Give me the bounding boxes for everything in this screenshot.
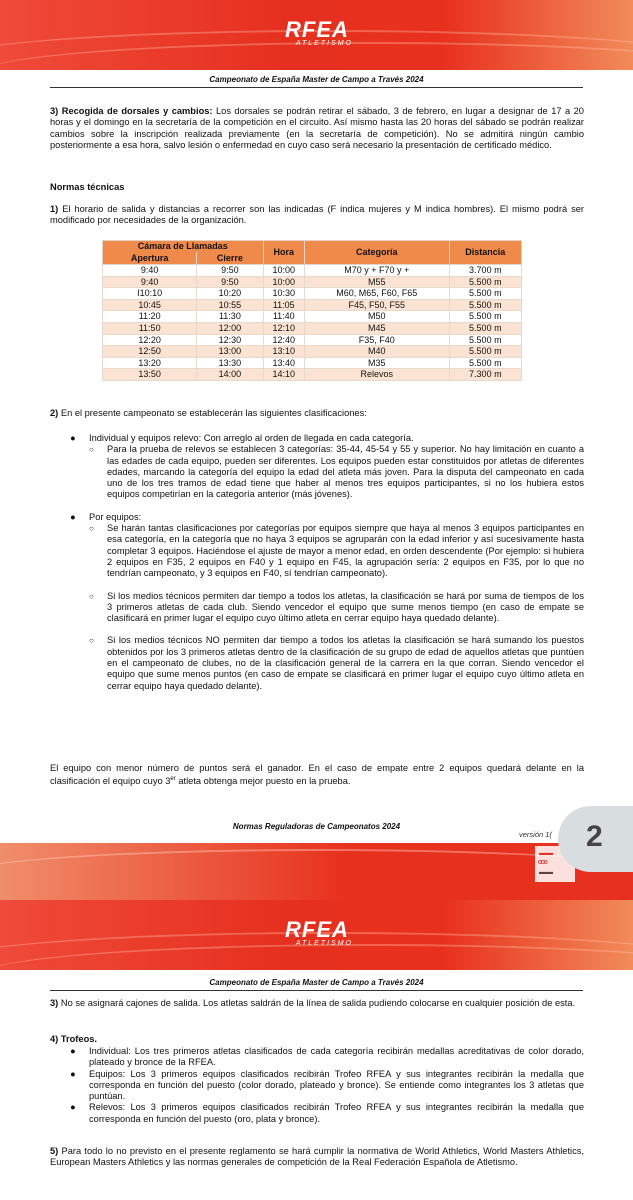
cell-apertura: I10:10 <box>103 288 197 300</box>
section-5-normativa <box>50 1146 584 1169</box>
list-item-trofeo-equipos <box>50 1069 584 1103</box>
norma-2 <box>50 408 584 419</box>
cell-distancia: 5.500 m <box>449 311 521 323</box>
bullet-icon: ● <box>70 511 76 522</box>
cell-cierre: 10:20 <box>197 288 263 300</box>
table-row <box>103 334 522 346</box>
section-3-text: Los dorsales se podrán retirar el sábado, 3 de febrero, en lugar a designar de 17 a 20 horas y el domingo en la secretaría de la competición en el circuito. Así mismo hasta las 20 horas del sábado se podrán realizar cambios sobre la inscripción realizada previamente (en la secretaría de competición). No se admitirá ningún cambio posteriormente a esa hora, salvo lesión o enfermedad en cuyo caso será necesario la presentación de certificado médico. <box>50 106 584 151</box>
header-apertura: Apertura <box>103 252 197 265</box>
olympic-rings-icon: ooo <box>538 859 547 866</box>
logo-subtext: ATLETISMO <box>295 40 353 47</box>
table-row <box>103 299 522 311</box>
list-item-trofeo-relevos <box>50 1102 584 1125</box>
norma-1-text: El horario de salida y distancias a recorrer son las indicadas (F indica mujeres y M indica hombres). El mismo podrá ser modificado por necesidades de la organización. <box>50 204 584 226</box>
closing-paragraph <box>50 763 584 788</box>
sublist-item-equipos-categorias <box>50 523 584 579</box>
norma-2-label: 2) <box>50 408 59 418</box>
bullet-icon: ● <box>70 1046 76 1056</box>
section-3-label: 3) Recogida de dorsales y cambios: <box>50 106 213 116</box>
sublist-item-equipos-tiempos <box>50 591 584 625</box>
closing-text-b: atleta obtenga mejor puesto en la prueba. <box>175 776 351 787</box>
logo-subtext: ATLETISMO <box>295 940 353 947</box>
list-item-text: Equipos: Los 3 primeros equipos clasificados recibirán Trofeo RFEA y sus integrantes recibirán la medalla que corresponda en función del puesto (color dorado, plateado y bronce). Se entiende como integrantes los 3 atletas que puntúan. <box>89 1068 584 1102</box>
table-row <box>103 322 522 334</box>
header-camara-llamadas: Cámara de Llamadas <box>103 241 264 253</box>
cell-hora: 10:00 <box>263 276 304 288</box>
header-categoria: Categoría <box>304 241 449 265</box>
circle-bullet-icon: ○ <box>89 445 94 455</box>
norma-1 <box>50 204 584 227</box>
cell-hora: 12:10 <box>263 322 304 334</box>
circle-bullet-icon: ○ <box>89 636 94 646</box>
cell-cierre: 11:30 <box>197 311 263 323</box>
bullet-icon: ● <box>70 433 76 443</box>
cell-cierre: 13:00 <box>197 346 263 358</box>
sublist-item-text: Se harán tantas clasificaciones por categorías por equipos siempre que haya al menos 3 equipos participantes en esa categoría, en la categoría que no haya 3 equipos se agruparán con la edad inferior y así sucesivamente hasta completar 3 equipos. Haciéndose el ajuste de mayor a menor edad, en orden descendente (Por ejemplo: si hubiera 2 equipos en F35, 2 equipos en F40 y 1 equipo en F45, la agrupación sería: 2 equipos en F35, por lo que no tendrían campeonato, y 3 equipos en F40, sí tendrían campeonato). <box>107 523 584 579</box>
cell-cierre: 9:50 <box>197 276 263 288</box>
list-item-individual <box>50 433 584 444</box>
header-banner <box>0 900 633 970</box>
cell-cierre: 10:55 <box>197 299 263 311</box>
trofeos-heading: 4) Trofeos. <box>50 1034 98 1044</box>
header-cierre: Cierre <box>197 252 263 265</box>
cell-distancia: 5.500 m <box>449 276 521 288</box>
closing-text-a: El equipo con menor número de puntos será el ganador. En el caso de empate entre 2 equipos quedará delante en la clasificación el equipo cuyo 3 <box>50 763 584 787</box>
cell-apertura: 11:50 <box>103 322 197 334</box>
cell-distancia: 5.500 m <box>449 334 521 346</box>
cell-apertura: 9:40 <box>103 265 197 277</box>
list-item-equipos <box>50 512 584 523</box>
table-row <box>103 276 522 288</box>
list-item-text: Individual y equipos relevo: Con arreglo al orden de llegada en cada categoría. <box>89 433 414 443</box>
header-divider <box>50 990 583 991</box>
cell-cierre: 12:30 <box>197 334 263 346</box>
sublist-item-text: Si los medios técnicos NO permiten dar tiempo a todos los atletas la clasificación se hará sumando los puestos obtenidos por los 3 primeros atletas dentro de la clasificación de su grupo de edad de aquellos atletas que puntúen en el campeonato de clubes, no de la clasificación general de la carrera en la que corran. Siendo vencedor el equipo que sume menos puntos (en caso de empate se clasificará en primer lugar el equipo cuyo último atleta en cerrar equipo haya quedado delante). <box>107 635 584 691</box>
normas-heading: Normas técnicas <box>50 182 125 192</box>
rfea-logo <box>271 17 363 50</box>
cell-hora: 13:40 <box>263 357 304 369</box>
table-row <box>103 346 522 358</box>
header-divider <box>50 87 583 88</box>
circle-bullet-icon: ○ <box>89 524 94 534</box>
cell-apertura: 13:50 <box>103 369 197 381</box>
section-3-cajones <box>50 998 584 1009</box>
sublist-item-text: Para la prueba de relevos se establecen 3 categorías: 35-44, 45-54 y 55 y superior. No hay limitación en cuanto a las edades de cada equipo, pueden ser diferentes. Los equipos pueden estar constituidos por atletas de diferentes edades, marcando la categoría del equipo la edad del atleta más joven. Para la disputa del campeonato en cada uno de los tres tramos de edad tiene que haber al menos tres equipos participantes, si no los hubiera estos equipos competirían en la categoría anterior (más jóvenes). <box>107 444 584 500</box>
section-3-label: 3) <box>50 998 59 1008</box>
section-3-dorsales <box>50 106 584 152</box>
cell-distancia: 7.300 m <box>449 369 521 381</box>
page-footer-title: Normas Reguladoras de Campeonatos 2024 <box>232 822 401 831</box>
sublist-item-relevos <box>50 444 584 500</box>
cell-apertura: 12:50 <box>103 346 197 358</box>
sublist-item-equipos-puestos <box>50 635 584 691</box>
cell-categoria: F35, F40 <box>304 334 449 346</box>
cell-categoria: M60, M65, F60, F65 <box>304 288 449 300</box>
cell-categoria: M45 <box>304 322 449 334</box>
trofeos-list <box>50 1046 584 1125</box>
closing-superscript: er <box>170 776 176 783</box>
cell-categoria: M40 <box>304 346 449 358</box>
cell-categoria: F45, F50, F55 <box>304 299 449 311</box>
cell-apertura: 10:45 <box>103 299 197 311</box>
norma-1-label: 1) <box>50 204 59 214</box>
rfea-logo <box>271 917 363 950</box>
logo-text: RFEA <box>285 17 349 42</box>
document-page-2 <box>0 900 633 1200</box>
cell-distancia: 5.500 m <box>449 357 521 369</box>
sponsor-mark-icon: ▬▬ <box>539 869 553 876</box>
cell-categoria: M50 <box>304 311 449 323</box>
sublist-item-text: Si los medios técnicos permiten dar tiempo a todos los atletas, la clasificación se hará por suma de tiempos de los 3 primeros atletas de cada club. Siendo vencedor el equipo que sume menos tiempo (en caso de empate se clasificará en primer lugar el equipo cuyo último atleta en cerrar equipo haya quedado delante). <box>107 590 584 624</box>
clasificaciones-list <box>50 433 584 692</box>
cell-hora: 11:05 <box>263 299 304 311</box>
cell-cierre: 9:50 <box>197 265 263 277</box>
cell-categoria: M70 y + F70 y + <box>304 265 449 277</box>
cell-distancia: 3.700 m <box>449 265 521 277</box>
table-row <box>103 265 522 277</box>
section-3-text: No se asignará cajones de salida. Los atletas saldrán de la línea de salida pudiendo colocarse en cualquier posición de esta. <box>58 998 576 1008</box>
table-row <box>103 311 522 323</box>
cell-cierre: 13:30 <box>197 357 263 369</box>
norma-2-text: En el presente campeonato se establecerán las siguientes clasificaciones: <box>58 408 367 418</box>
list-item-text: Relevos: Los 3 primeros equipos clasificados recibirán Trofeo RFEA y sus integrantes recibirán la medalla que corresponda en función del puesto (oro, plata y bronce). <box>89 1102 584 1124</box>
cell-apertura: 11:20 <box>103 311 197 323</box>
cell-hora: 10:00 <box>263 265 304 277</box>
header-distancia: Distancia <box>449 241 521 265</box>
bullet-icon: ● <box>70 1102 76 1113</box>
version-label: versión 1( <box>519 830 552 839</box>
section-5-text: Para todo lo no previsto en el presente reglamento se hará cumplir la normativa de World Athletics, World Masters Athletics, European Masters Athletics y las normas generales de competición de la Real Federación Española de Atletismo. <box>50 1146 584 1168</box>
cell-categoria: M35 <box>304 357 449 369</box>
cell-hora: 12:40 <box>263 334 304 346</box>
cell-categoria: M55 <box>304 276 449 288</box>
page-header-title: Campeonato de España Master de Campo a Través 2024 <box>209 978 424 987</box>
circle-bullet-icon: ○ <box>89 591 94 601</box>
list-item-trofeo-individual <box>50 1046 584 1069</box>
page-number: 2 <box>586 820 603 853</box>
cell-hora: 13:10 <box>263 346 304 358</box>
cell-distancia: 5.500 m <box>449 288 521 300</box>
cell-categoria: Relevos <box>304 369 449 381</box>
cell-distancia: 5.500 m <box>449 346 521 358</box>
cell-distancia: 5.500 m <box>449 322 521 334</box>
schedule-table <box>102 240 522 381</box>
cell-apertura: 12:20 <box>103 334 197 346</box>
sponsor-mark-icon: ▬▬ <box>539 850 553 857</box>
section-5-label: 5) <box>50 1146 59 1156</box>
cell-distancia: 5.500 m <box>449 299 521 311</box>
header-banner <box>0 0 633 70</box>
cell-hora: 11:40 <box>263 311 304 323</box>
list-item-text: Individual: Los tres primeros atletas clasificados de cada categoría recibirán medallas acreditativas de color dorado, plateado y bronce de la RFEA. <box>89 1046 584 1068</box>
bullet-icon: ● <box>70 1068 76 1079</box>
cell-hora: 14:10 <box>263 369 304 381</box>
page-number-tab <box>558 806 633 872</box>
header-hora: Hora <box>263 241 304 265</box>
list-item-text: Por equipos: <box>89 511 142 522</box>
cell-cierre: 12:00 <box>197 322 263 334</box>
logo-text: RFEA <box>285 917 349 942</box>
table-row <box>103 369 522 381</box>
cell-apertura: 13:20 <box>103 357 197 369</box>
table-row <box>103 288 522 300</box>
page-header-title: Campeonato de España Master de Campo a Través 2024 <box>209 75 424 84</box>
cell-cierre: 14:00 <box>197 369 263 381</box>
table-row <box>103 357 522 369</box>
cell-apertura: 9:40 <box>103 276 197 288</box>
cell-hora: 10:30 <box>263 288 304 300</box>
